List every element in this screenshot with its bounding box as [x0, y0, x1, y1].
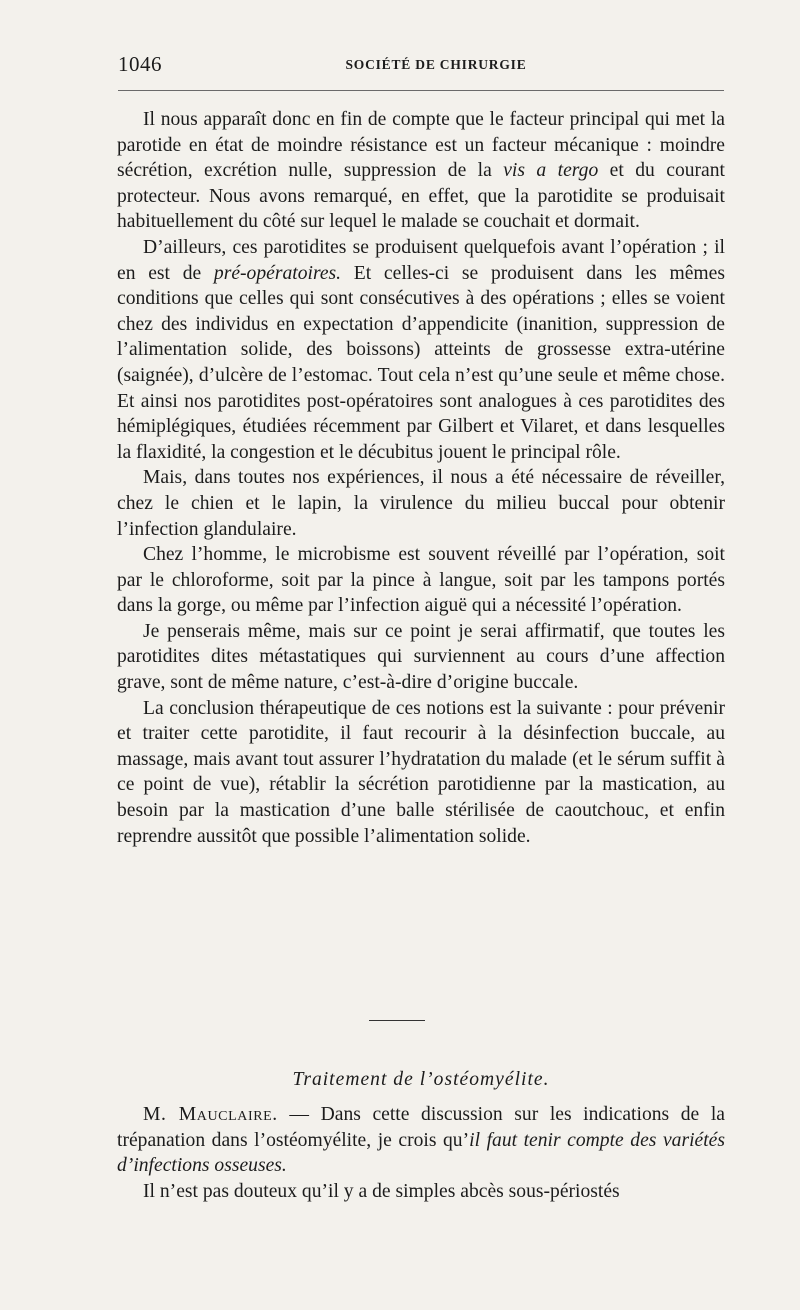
- running-head-title: SOCIÉTÉ DE CHIRURGIE: [345, 57, 527, 72]
- main-text-block: [117, 107, 725, 849]
- section-title: Traitement de l’ostéomyélite.: [292, 1069, 550, 1090]
- speaker-name: M. Mauclaire.: [143, 1104, 278, 1125]
- italic-phrase: pré-opératoires.: [213, 262, 342, 284]
- paragraph-4: Chez l’homme, le microbisme est souvent réveillé par l’opération, soit par le chloroforme, soit par la pince à langue, soit par les tampons portés dans la gorge, ou même par l’infection aiguë qui a nécessité l’opération.: [117, 544, 725, 617]
- page-number: 1046: [118, 52, 162, 76]
- running-head: [118, 52, 724, 76]
- italic-phrase: vis a tergo: [503, 160, 599, 182]
- paragraph-2: D’ailleurs, ces parotidites se produisent quelquefois avant l’opération ; il en est de pré-opératoires. Et celles-ci se produisent dans les mêmes conditions que celles qui sont consécutives à des opérations ; elles se voient chez des individus en expectation d’appendicite (inanition, suppression de l’alimentation solide, des boissons) atteints de grossesse extra-utérine (saignée), d’ulcère de l’estomac. Tout cela n’est qu’une seule et même chose. Et ainsi nos parotidites post-opératoires sont analogues à ces parotidites des hémiplégiques, étudiées récemment par Gilbert et Vilaret, et dans lesquelles la flaxidité, la congestion et le décubitus jouent le principal rôle.: [117, 236, 725, 463]
- paragraph-1: Il nous apparaît donc en fin de compte que le facteur principal qui met la parotide en état de moindre résistance est un facteur mécanique : moindre sécrétion, excrétion nulle, suppression de la vis a tergo et du courant protecteur. Nous avons remarqué, en effet, que la parotidite se produisait habituellement du côté sur lequel le malade se couchait et dormait.: [117, 109, 725, 233]
- paragraph-5: Je penserais même, mais sur ce point je serai affirmatif, que toutes les parotidites dites métastatiques qui surviennent au cours d’une affection grave, sont de même nature, c’est-à-dire d’origine buccale.: [117, 620, 725, 694]
- header-rule: [118, 90, 724, 91]
- italic-phrase: il faut tenir compte des variétés d’infections osseuses.: [117, 1129, 725, 1177]
- section-divider: [369, 1020, 425, 1021]
- paragraph-7: M. Mauclaire. — Dans cette discussion sur les indications de la trépanation dans l’ostéomyélite, je crois qu’il faut tenir compte des variétés d’infections osseuses.: [117, 1104, 725, 1177]
- paragraph-6: La conclusion thérapeutique de ces notions est la suivante : pour prévenir et traiter cette parotidite, il faut recourir à la désinfection buccale, au massage, mais avant tout assurer l’hydratation du malade (et le sérum suffit à ce point de vue), rétablir la sécrétion parotidienne par la mastication, au besoin par la mastication d’une balle stérilisée de caoutchouc, et enfin reprendre aussitôt que possible l’alimentation solide.: [117, 697, 725, 847]
- paragraph-8: Il n’est pas douteux qu’il y a de simples abcès sous-périostés: [143, 1180, 620, 1202]
- paragraph-3: Mais, dans toutes nos expériences, il nous a été nécessaire de réveiller, chez le chien et le lapin, la virulence du milieu buccal pour obtenir l’infection glandulaire.: [117, 467, 725, 540]
- section-text-block: [117, 1102, 725, 1204]
